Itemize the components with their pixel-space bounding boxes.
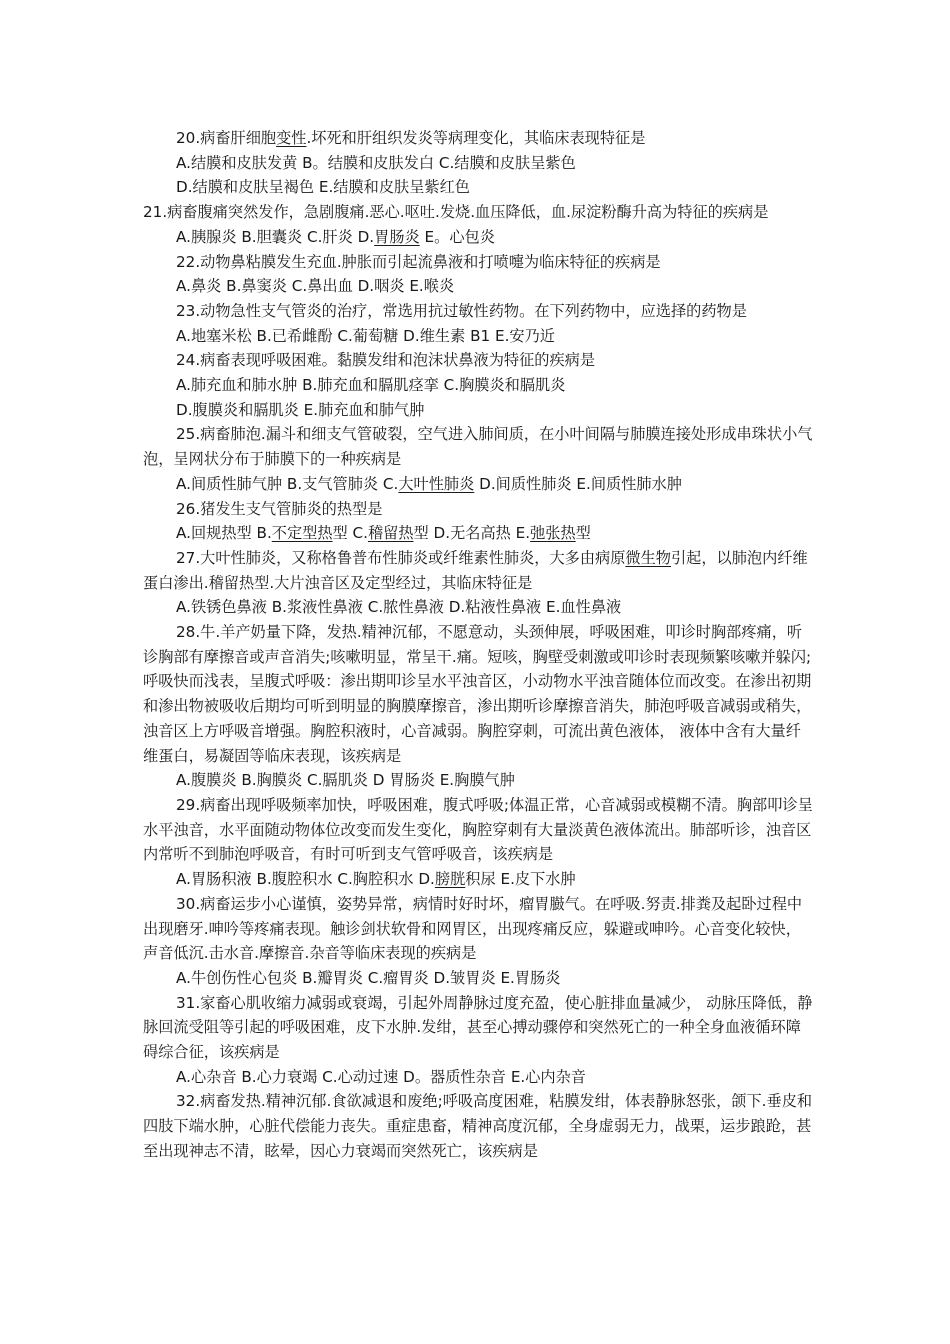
- question-paragraph: [143, 1089, 815, 1163]
- question-paragraph: [143, 991, 815, 1065]
- underlined-term: 大叶性肺炎: [398, 474, 475, 493]
- question-paragraph: [143, 620, 815, 768]
- paragraph-text: 20.病畜肝细胞: [176, 129, 277, 147]
- question-paragraph: [143, 250, 815, 275]
- underlined-term: 膀胱: [434, 870, 466, 889]
- question-paragraph: [143, 398, 815, 423]
- question-paragraph: [143, 151, 815, 176]
- underlined-term: 变性: [276, 129, 307, 147]
- question-paragraph: [143, 595, 815, 620]
- question-paragraph: [143, 348, 815, 373]
- paragraph-text: A.间质性肺气肿 B.支气管肺炎 C.: [176, 474, 399, 493]
- paragraph-text: 29.病畜出现呼吸频率加快，呼吸困难，腹式呼吸;体温正常，心音减弱或模糊不清。胸部叩诊呈水平浊音，水平面随动物体位改变而发生变化，胸腔穿刺有大量淡黄色液体流出。肺部听诊，浊音区内常听不到肺泡呼吸音，有时可听到支气管呼吸音，该疾病是: [143, 795, 813, 864]
- question-paragraph: [143, 274, 815, 299]
- paragraph-text: .坏死和肝组织发炎等病理变化，其临床表现特征是: [306, 129, 646, 147]
- question-paragraph: [143, 966, 815, 991]
- paragraph-text: 32.病畜发热.精神沉郁.食欲减退和废绝;呼吸高度困难，粘膜发绀，体表静脉怒张，颌下.垂皮和四肢下端水肿，心脏代偿能力丧失。重症患畜，精神高度沉郁，全身虚弱无力，战栗，运步踉跄，甚至出现神志不清，眩晕，因心力衰竭而突然死亡，该疾病是: [143, 1092, 813, 1160]
- paragraph-text: A.肺充血和肺水肿 B.肺充血和膈肌痉挛 C.胸膜炎和膈肌炎: [176, 376, 566, 395]
- underlined-term: 不定型热: [271, 524, 333, 543]
- question-paragraph: [143, 126, 815, 151]
- question-paragraph: [143, 422, 815, 471]
- paragraph-text: A.腹膜炎 B.胸膜炎 C.膈肌炎 D 胃肠炎 E.胸膜气肿: [176, 771, 515, 790]
- paragraph-text: 30.病畜运步小心谨慎，姿势异常，病情时好时坏，瘤胃臌气。在呼吸.努责.排粪及起卧过程中出现磨牙.呻吟等疼痛表现。触诊剑状软骨和网胃区，出现疼痛反应，躲避或呻吟。心音变化较快，声音低沉.击水音.摩擦音.杂音等临床表现的疾病是: [143, 894, 803, 963]
- paragraph-text: 25.病畜肺泡.漏斗和细支气管破裂，空气进入肺间质，在小叶间隔与肺膜连接处形成串珠状小气泡，呈网状分布于肺膜下的一种疾病是: [143, 425, 813, 469]
- paragraph-text: 23.动物急性支气管炎的治疗，常选用抗过敏性药物。在下列药物中，应选择的药物是: [176, 301, 747, 320]
- paragraph-text: 型: [575, 524, 591, 543]
- paragraph-text: A.胰腺炎 B.胆囊炎 C.肝炎 D.: [176, 227, 375, 246]
- paragraph-text: A.心杂音 B.心力衰竭 C.心动过速 D。器质性杂音 E.心内杂音: [176, 1067, 586, 1086]
- paragraph-text: 型 D.无名高热 E.: [413, 524, 531, 543]
- underlined-term: 胃肠炎: [374, 227, 420, 246]
- question-paragraph: [143, 175, 815, 200]
- question-paragraph: [143, 546, 815, 595]
- paragraph-text: A.结膜和皮肤发黄 B。结膜和皮肤发白 C.结膜和皮肤呈紫色: [176, 153, 576, 172]
- underlined-term: 弛张热: [530, 524, 576, 543]
- paragraph-text: 引起，以肺泡内纤维蛋白渗出.稽留热型.大片浊音区及定型经过，其临床特征是: [143, 548, 808, 592]
- paragraph-text: D.结膜和皮肤呈褐色 E.结膜和皮肤呈紫红色: [176, 178, 470, 197]
- question-paragraph: [143, 1065, 815, 1090]
- question-paragraph: [143, 521, 815, 546]
- document-page: [143, 126, 815, 1164]
- question-paragraph: [143, 200, 815, 225]
- paragraph-text: A.地塞米松 B.已希雌酚 C.葡萄糖 D.维生素 B1 E.安乃近: [176, 326, 555, 345]
- question-paragraph: [143, 867, 815, 892]
- question-paragraph: [143, 768, 815, 793]
- question-paragraph: [143, 299, 815, 324]
- paragraph-text: 26.猪发生支气管肺炎的热型是: [176, 499, 383, 518]
- question-paragraph: [143, 793, 815, 867]
- paragraph-text: 24.病畜表现呼吸困难。黏膜发绀和泡沫状鼻液为特征的疾病是: [176, 351, 596, 370]
- paragraph-text: A.牛创伤性心包炎 B.瓣胃炎 C.瘤胃炎 D.皱胃炎 E.胃肠炎: [176, 968, 561, 987]
- paragraph-text: 积尿 E.皮下水肿: [465, 870, 576, 889]
- underlined-term: 微生物: [625, 548, 671, 567]
- question-paragraph: [143, 324, 815, 349]
- paragraph-text: 27.大叶性肺炎，又称格鲁普布性肺炎或纤维素性肺炎，大多由病原: [176, 548, 626, 567]
- paragraph-text: 21.病畜腹痛突然发作，急剧腹痛.恶心.呕吐.发烧.血压降低，血.尿淀粉酶升高为特征的疾病是: [143, 203, 769, 222]
- paragraph-text: A.回规热型 B.: [176, 524, 272, 543]
- question-paragraph: [143, 472, 815, 497]
- paragraph-text: 28.牛.羊产奶量下降，发热.精神沉郁，不愿意动，头颈伸展，呼吸困难，叩诊时胸部疼痛，听诊胸部有摩擦音或声音消失;咳嗽明显，常呈干.痛。短咳，胸壁受刺激或叩诊时表现频繁咳嗽并躲闪;呼吸快而浅表，呈腹式呼吸：渗出期叩诊呈水平浊音区，小动物水平浊音随体位而改变。在渗出初期和渗出物被吸收后期均可听到明显的胸膜摩擦音，渗出期听诊摩擦音消失，肺泡呼吸音减弱或稍失，浊音区上方呼吸音增强。胸腔积液时，心音减弱。胸腔穿刺，可流出黄色液体， 液体中含有大量纤维蛋白，易凝固等临床表现，该疾病是: [143, 623, 812, 765]
- paragraph-text: E。心包炎: [419, 227, 495, 246]
- question-paragraph: [143, 497, 815, 522]
- paragraph-text: A.铁锈色鼻液 B.浆液性鼻液 C.脓性鼻液 D.粘液性鼻液 E.血性鼻液: [176, 598, 622, 617]
- paragraph-text: D.腹膜炎和膈肌炎 E.肺充血和肺气肿: [176, 400, 425, 419]
- paragraph-text: 31.家畜心肌收缩力减弱或衰竭，引起外周静脉过度充盈，使心脏排血量减少， 动脉压降低，静脉回流受阻等引起的呼吸困难，皮下水肿.发绀，甚至心搏动骤停和突然死亡的一种全身血液循环障碍综合征，该疾病是: [143, 993, 813, 1062]
- question-paragraph: [143, 225, 815, 250]
- paragraph-text: 型 C.: [332, 524, 368, 543]
- question-paragraph: [143, 373, 815, 398]
- paragraph-text: A.胃肠积液 B.腹腔积水 C.胸腔积水 D.: [176, 870, 435, 889]
- question-paragraph: [143, 892, 815, 966]
- underlined-term: 稽留热: [367, 524, 414, 543]
- paragraph-text: 22.动物鼻粘膜发生充血.肿胀而引起流鼻液和打喷嚏为临床特征的疾病是: [176, 252, 661, 271]
- paragraph-text: A.鼻炎 B.鼻窦炎 C.鼻出血 D.咽炎 E.喉炎: [176, 277, 455, 296]
- paragraph-text: D.间质性肺炎 E.间质性肺水肿: [474, 474, 682, 493]
